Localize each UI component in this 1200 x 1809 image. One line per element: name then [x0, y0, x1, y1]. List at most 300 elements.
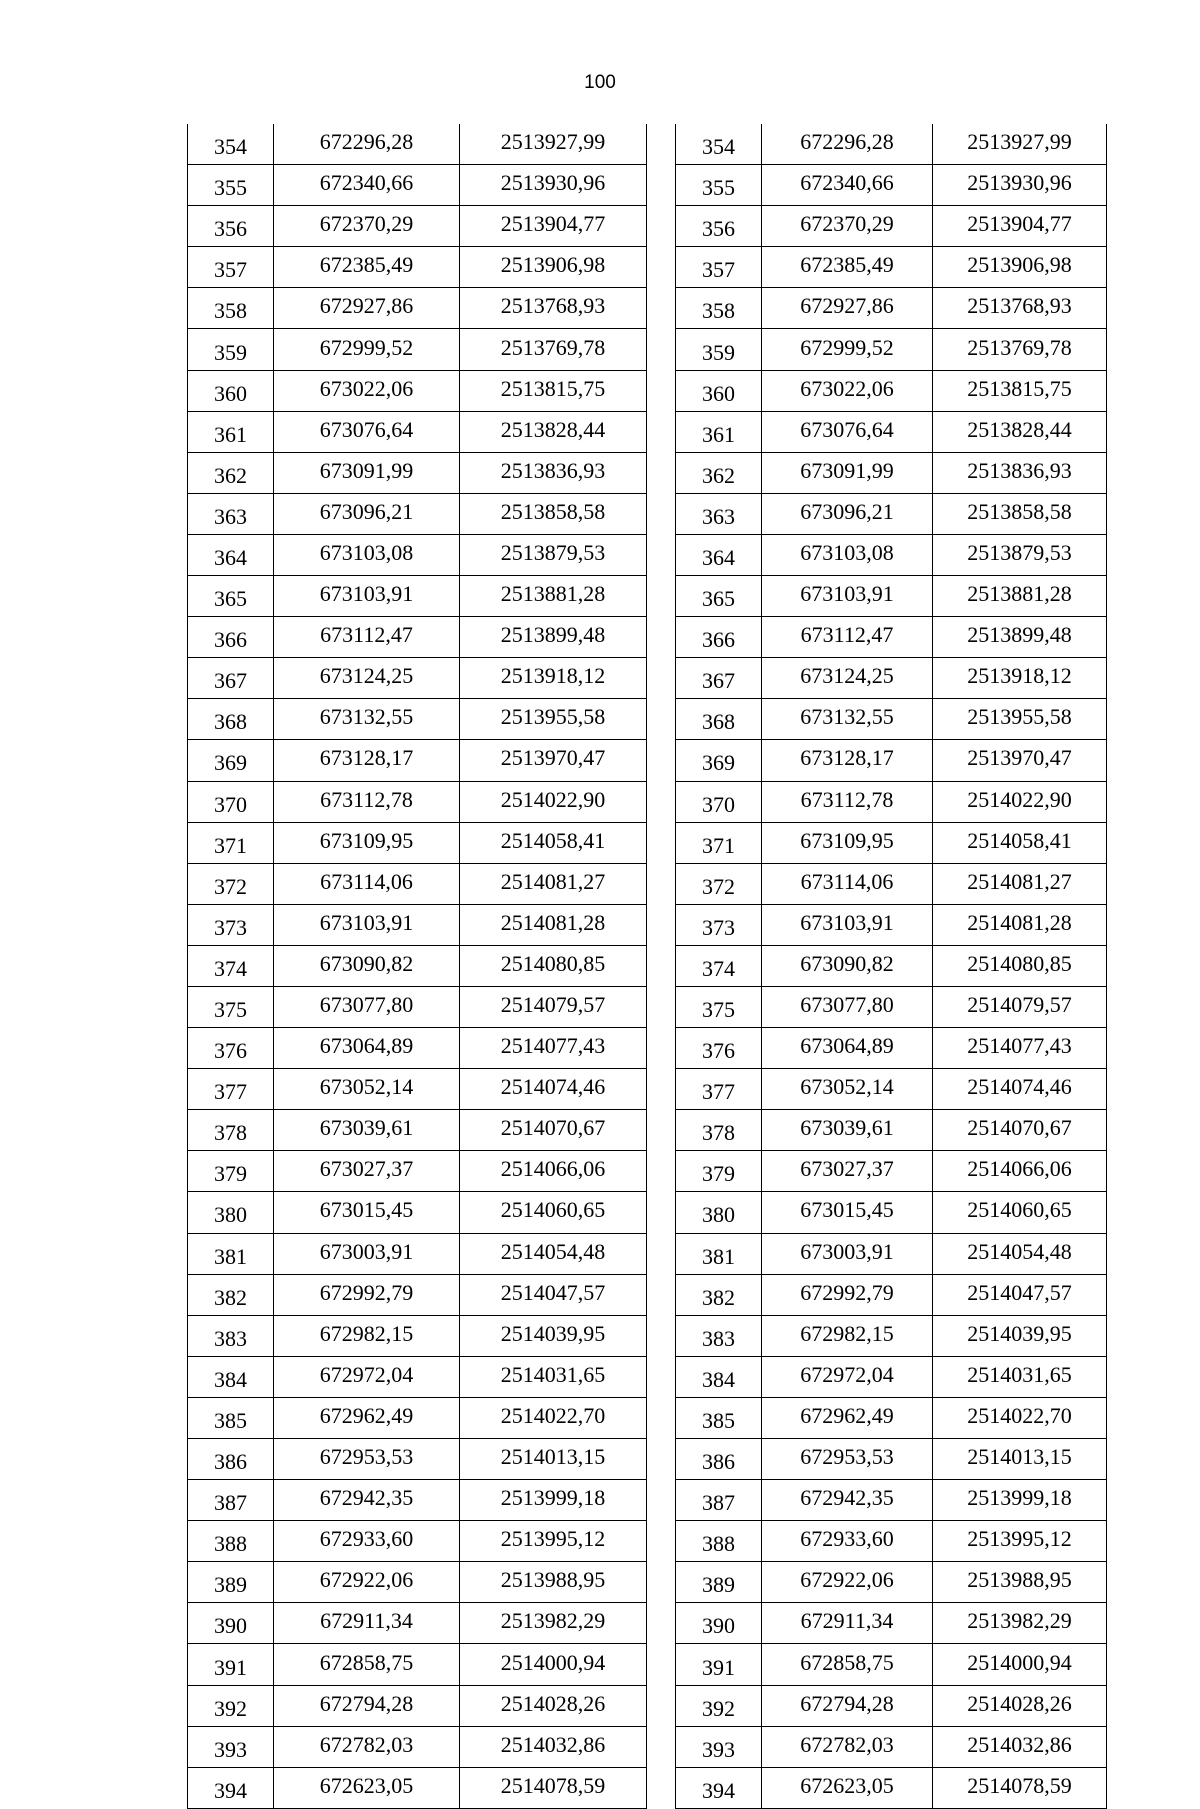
y-coordinate-cell: 2514060,65: [460, 1192, 647, 1233]
y-coordinate-cell: 2513836,93: [933, 452, 1107, 493]
table-row: [188, 411, 647, 452]
y-coordinate-cell: 2513858,58: [460, 493, 647, 534]
x-coordinate-cell: 673132,55: [762, 699, 933, 740]
table-row: [676, 493, 1107, 534]
y-coordinate-cell: 2514077,43: [933, 1028, 1107, 1069]
y-coordinate-cell: 2514070,67: [933, 1110, 1107, 1151]
x-coordinate-cell: 672296,28: [274, 124, 460, 165]
x-coordinate-cell: 672999,52: [274, 329, 460, 370]
x-coordinate-cell: 672370,29: [762, 206, 933, 247]
y-coordinate-cell: 2514000,94: [460, 1644, 647, 1685]
x-coordinate-cell: 672623,05: [274, 1767, 460, 1808]
x-coordinate-cell: 673039,61: [762, 1110, 933, 1151]
x-coordinate-cell: 672296,28: [762, 124, 933, 165]
y-coordinate-cell: 2514032,86: [933, 1726, 1107, 1767]
point-number-cell: 391: [188, 1644, 274, 1685]
table-row: [188, 1151, 647, 1192]
point-number-cell: 368: [676, 699, 762, 740]
coordinates-table-right: [675, 124, 1107, 1809]
table-row: [188, 1069, 647, 1110]
x-coordinate-cell: 673096,21: [762, 493, 933, 534]
y-coordinate-cell: 2513879,53: [460, 534, 647, 575]
table-row: [188, 452, 647, 493]
point-number-cell: 394: [676, 1767, 762, 1808]
point-number-cell: 390: [188, 1603, 274, 1644]
point-number-cell: 380: [188, 1192, 274, 1233]
x-coordinate-cell: 672911,34: [762, 1603, 933, 1644]
table-row: [188, 986, 647, 1027]
table-row: [188, 1397, 647, 1438]
point-number-cell: 367: [676, 658, 762, 699]
point-number-cell: 391: [676, 1644, 762, 1685]
point-number-cell: 377: [188, 1069, 274, 1110]
point-number-cell: 390: [676, 1603, 762, 1644]
y-coordinate-cell: 2513899,48: [933, 617, 1107, 658]
x-coordinate-cell: 673027,37: [762, 1151, 933, 1192]
point-number-cell: 372: [676, 863, 762, 904]
point-number-cell: 374: [676, 945, 762, 986]
x-coordinate-cell: 673109,95: [762, 822, 933, 863]
table-row: [188, 1315, 647, 1356]
y-coordinate-cell: 2513768,93: [460, 288, 647, 329]
table-row: [188, 1480, 647, 1521]
y-coordinate-cell: 2514031,65: [460, 1356, 647, 1397]
y-coordinate-cell: 2513768,93: [933, 288, 1107, 329]
point-number-cell: 379: [676, 1151, 762, 1192]
y-coordinate-cell: 2514079,57: [460, 986, 647, 1027]
x-coordinate-cell: 672962,49: [762, 1397, 933, 1438]
point-number-cell: 387: [676, 1480, 762, 1521]
x-coordinate-cell: 673064,89: [274, 1028, 460, 1069]
y-coordinate-cell: 2514039,95: [933, 1315, 1107, 1356]
x-coordinate-cell: 673103,91: [762, 904, 933, 945]
table-row: [676, 534, 1107, 575]
y-coordinate-cell: 2513858,58: [933, 493, 1107, 534]
point-number-cell: 366: [188, 617, 274, 658]
x-coordinate-cell: 673077,80: [762, 986, 933, 1027]
table-row: [676, 1069, 1107, 1110]
point-number-cell: 356: [676, 206, 762, 247]
x-coordinate-cell: 673112,78: [762, 781, 933, 822]
x-coordinate-cell: 672982,15: [274, 1315, 460, 1356]
point-number-cell: 383: [676, 1315, 762, 1356]
y-coordinate-cell: 2513899,48: [460, 617, 647, 658]
y-coordinate-cell: 2514080,85: [460, 945, 647, 986]
point-number-cell: 392: [188, 1685, 274, 1726]
table-row: [676, 822, 1107, 863]
x-coordinate-cell: 672992,79: [762, 1274, 933, 1315]
y-coordinate-cell: 2514066,06: [460, 1151, 647, 1192]
y-coordinate-cell: 2513955,58: [933, 699, 1107, 740]
table-row: [676, 329, 1107, 370]
point-number-cell: 355: [676, 165, 762, 206]
y-coordinate-cell: 2513918,12: [933, 658, 1107, 699]
y-coordinate-cell: 2514078,59: [933, 1767, 1107, 1808]
table-row: [188, 740, 647, 781]
y-coordinate-cell: 2514066,06: [933, 1151, 1107, 1192]
point-number-cell: 389: [188, 1562, 274, 1603]
y-coordinate-cell: 2514081,28: [933, 904, 1107, 945]
x-coordinate-cell: 673090,82: [762, 945, 933, 986]
y-coordinate-cell: 2513930,96: [933, 165, 1107, 206]
point-number-cell: 360: [676, 370, 762, 411]
x-coordinate-cell: 673103,91: [274, 576, 460, 617]
coordinates-table-left-body: [188, 124, 647, 1808]
table-row: [188, 1644, 647, 1685]
x-coordinate-cell: 673077,80: [274, 986, 460, 1027]
table-row: [188, 493, 647, 534]
point-number-cell: 369: [188, 740, 274, 781]
table-row: [676, 699, 1107, 740]
y-coordinate-cell: 2513815,75: [933, 370, 1107, 411]
point-number-cell: 375: [676, 986, 762, 1027]
point-number-cell: 365: [188, 576, 274, 617]
x-coordinate-cell: 673003,91: [274, 1233, 460, 1274]
y-coordinate-cell: 2514058,41: [460, 822, 647, 863]
y-coordinate-cell: 2513988,95: [460, 1562, 647, 1603]
y-coordinate-cell: 2514047,57: [460, 1274, 647, 1315]
point-number-cell: 365: [676, 576, 762, 617]
point-number-cell: 372: [188, 863, 274, 904]
x-coordinate-cell: 672782,03: [274, 1726, 460, 1767]
y-coordinate-cell: 2513904,77: [460, 206, 647, 247]
table-row: [188, 1521, 647, 1562]
x-coordinate-cell: 672370,29: [274, 206, 460, 247]
table-row: [676, 1274, 1107, 1315]
table-row: [188, 534, 647, 575]
coordinates-table-left: [187, 124, 647, 1809]
point-number-cell: 356: [188, 206, 274, 247]
point-number-cell: 384: [676, 1356, 762, 1397]
y-coordinate-cell: 2514081,28: [460, 904, 647, 945]
table-row: [188, 370, 647, 411]
point-number-cell: 366: [676, 617, 762, 658]
point-number-cell: 394: [188, 1767, 274, 1808]
table-row: [188, 124, 647, 165]
table-row: [676, 288, 1107, 329]
y-coordinate-cell: 2513982,29: [933, 1603, 1107, 1644]
table-row: [676, 1685, 1107, 1726]
table-row: [676, 124, 1107, 165]
y-coordinate-cell: 2513836,93: [460, 452, 647, 493]
x-coordinate-cell: 673064,89: [762, 1028, 933, 1069]
x-coordinate-cell: 672858,75: [762, 1644, 933, 1685]
point-number-cell: 362: [188, 452, 274, 493]
y-coordinate-cell: 2514013,15: [460, 1439, 647, 1480]
x-coordinate-cell: 672927,86: [274, 288, 460, 329]
table-row: [676, 1315, 1107, 1356]
table-row: [188, 206, 647, 247]
x-coordinate-cell: 673052,14: [762, 1069, 933, 1110]
x-coordinate-cell: 672999,52: [762, 329, 933, 370]
point-number-cell: 364: [676, 534, 762, 575]
table-row: [188, 1603, 647, 1644]
y-coordinate-cell: 2514070,67: [460, 1110, 647, 1151]
point-number-cell: 363: [188, 493, 274, 534]
table-row: [676, 165, 1107, 206]
x-coordinate-cell: 672972,04: [762, 1356, 933, 1397]
table-row: [188, 658, 647, 699]
point-number-cell: 357: [188, 247, 274, 288]
x-coordinate-cell: 672911,34: [274, 1603, 460, 1644]
y-coordinate-cell: 2513881,28: [460, 576, 647, 617]
x-coordinate-cell: 673091,99: [762, 452, 933, 493]
y-coordinate-cell: 2513828,44: [933, 411, 1107, 452]
point-number-cell: 387: [188, 1480, 274, 1521]
table-row: [676, 945, 1107, 986]
point-number-cell: 357: [676, 247, 762, 288]
point-number-cell: 384: [188, 1356, 274, 1397]
y-coordinate-cell: 2514054,48: [933, 1233, 1107, 1274]
table-row: [188, 1562, 647, 1603]
y-coordinate-cell: 2514081,27: [933, 863, 1107, 904]
point-number-cell: 392: [676, 1685, 762, 1726]
point-number-cell: 369: [676, 740, 762, 781]
table-row: [676, 1562, 1107, 1603]
point-number-cell: 386: [188, 1439, 274, 1480]
point-number-cell: 385: [188, 1397, 274, 1438]
point-number-cell: 375: [188, 986, 274, 1027]
x-coordinate-cell: 672942,35: [762, 1480, 933, 1521]
y-coordinate-cell: 2513815,75: [460, 370, 647, 411]
table-row: [188, 1110, 647, 1151]
table-row: [676, 206, 1107, 247]
table-row: [676, 1110, 1107, 1151]
table-row: [188, 1685, 647, 1726]
y-coordinate-cell: 2514022,70: [933, 1397, 1107, 1438]
point-number-cell: 360: [188, 370, 274, 411]
point-number-cell: 376: [676, 1028, 762, 1069]
x-coordinate-cell: 673124,25: [274, 658, 460, 699]
point-number-cell: 358: [188, 288, 274, 329]
x-coordinate-cell: 672933,60: [274, 1521, 460, 1562]
point-number-cell: 370: [188, 781, 274, 822]
y-coordinate-cell: 2514078,59: [460, 1767, 647, 1808]
point-number-cell: 385: [676, 1397, 762, 1438]
y-coordinate-cell: 2513930,96: [460, 165, 647, 206]
y-coordinate-cell: 2514058,41: [933, 822, 1107, 863]
table-row: [188, 781, 647, 822]
table-row: [188, 1233, 647, 1274]
table-row: [676, 986, 1107, 1027]
x-coordinate-cell: 673112,47: [274, 617, 460, 658]
table-row: [676, 1521, 1107, 1562]
y-coordinate-cell: 2514028,26: [933, 1685, 1107, 1726]
table-row: [676, 1192, 1107, 1233]
x-coordinate-cell: 673103,08: [274, 534, 460, 575]
point-number-cell: 393: [188, 1726, 274, 1767]
point-number-cell: 355: [188, 165, 274, 206]
y-coordinate-cell: 2513906,98: [460, 247, 647, 288]
x-coordinate-cell: 673103,91: [274, 904, 460, 945]
x-coordinate-cell: 672927,86: [762, 288, 933, 329]
point-number-cell: 362: [676, 452, 762, 493]
x-coordinate-cell: 672953,53: [762, 1439, 933, 1480]
y-coordinate-cell: 2514054,48: [460, 1233, 647, 1274]
x-coordinate-cell: 672340,66: [274, 165, 460, 206]
y-coordinate-cell: 2513769,78: [460, 329, 647, 370]
table-row: [676, 576, 1107, 617]
y-coordinate-cell: 2514060,65: [933, 1192, 1107, 1233]
x-coordinate-cell: 672385,49: [762, 247, 933, 288]
x-coordinate-cell: 673015,45: [762, 1192, 933, 1233]
x-coordinate-cell: 672962,49: [274, 1397, 460, 1438]
table-row: [188, 1767, 647, 1808]
table-row: [188, 576, 647, 617]
point-number-cell: 380: [676, 1192, 762, 1233]
y-coordinate-cell: 2514028,26: [460, 1685, 647, 1726]
x-coordinate-cell: 673015,45: [274, 1192, 460, 1233]
point-number-cell: 393: [676, 1726, 762, 1767]
x-coordinate-cell: 673096,21: [274, 493, 460, 534]
point-number-cell: 364: [188, 534, 274, 575]
table-row: [676, 1397, 1107, 1438]
y-coordinate-cell: 2514022,90: [933, 781, 1107, 822]
point-number-cell: 361: [676, 411, 762, 452]
point-number-cell: 371: [676, 822, 762, 863]
table-row: [676, 658, 1107, 699]
point-number-cell: 359: [188, 329, 274, 370]
table-row: [676, 740, 1107, 781]
point-number-cell: 382: [188, 1274, 274, 1315]
y-coordinate-cell: 2514031,65: [933, 1356, 1107, 1397]
x-coordinate-cell: 673003,91: [762, 1233, 933, 1274]
y-coordinate-cell: 2513879,53: [933, 534, 1107, 575]
x-coordinate-cell: 673103,08: [762, 534, 933, 575]
table-row: [676, 1151, 1107, 1192]
y-coordinate-cell: 2513982,29: [460, 1603, 647, 1644]
y-coordinate-cell: 2514022,90: [460, 781, 647, 822]
x-coordinate-cell: 672992,79: [274, 1274, 460, 1315]
page-number: 100: [584, 72, 616, 93]
point-number-cell: 373: [676, 904, 762, 945]
y-coordinate-cell: 2513988,95: [933, 1562, 1107, 1603]
y-coordinate-cell: 2513927,99: [460, 124, 647, 165]
table-row: [188, 863, 647, 904]
table-row: [676, 1726, 1107, 1767]
table-row: [676, 452, 1107, 493]
x-coordinate-cell: 673076,64: [762, 411, 933, 452]
x-coordinate-cell: 672782,03: [762, 1726, 933, 1767]
y-coordinate-cell: 2513828,44: [460, 411, 647, 452]
y-coordinate-cell: 2514032,86: [460, 1726, 647, 1767]
table-row: [188, 1274, 647, 1315]
point-number-cell: 376: [188, 1028, 274, 1069]
point-number-cell: 367: [188, 658, 274, 699]
point-number-cell: 374: [188, 945, 274, 986]
table-row: [188, 699, 647, 740]
x-coordinate-cell: 673124,25: [762, 658, 933, 699]
y-coordinate-cell: 2514081,27: [460, 863, 647, 904]
table-row: [188, 945, 647, 986]
y-coordinate-cell: 2514074,46: [460, 1069, 647, 1110]
point-number-cell: 361: [188, 411, 274, 452]
table-row: [676, 1767, 1107, 1808]
point-number-cell: 378: [676, 1110, 762, 1151]
y-coordinate-cell: 2514077,43: [460, 1028, 647, 1069]
x-coordinate-cell: 672623,05: [762, 1767, 933, 1808]
x-coordinate-cell: 672340,66: [762, 165, 933, 206]
y-coordinate-cell: 2514013,15: [933, 1439, 1107, 1480]
point-number-cell: 383: [188, 1315, 274, 1356]
y-coordinate-cell: 2513927,99: [933, 124, 1107, 165]
point-number-cell: 377: [676, 1069, 762, 1110]
table-row: [676, 1644, 1107, 1685]
x-coordinate-cell: 673114,06: [274, 863, 460, 904]
x-coordinate-cell: 672385,49: [274, 247, 460, 288]
y-coordinate-cell: 2514074,46: [933, 1069, 1107, 1110]
x-coordinate-cell: 672794,28: [762, 1685, 933, 1726]
table-row: [676, 411, 1107, 452]
x-coordinate-cell: 673109,95: [274, 822, 460, 863]
table-row: [676, 1439, 1107, 1480]
point-number-cell: 363: [676, 493, 762, 534]
table-row: [188, 329, 647, 370]
table-row: [188, 247, 647, 288]
y-coordinate-cell: 2513904,77: [933, 206, 1107, 247]
x-coordinate-cell: 673090,82: [274, 945, 460, 986]
point-number-cell: 354: [676, 124, 762, 165]
x-coordinate-cell: 673112,78: [274, 781, 460, 822]
y-coordinate-cell: 2513918,12: [460, 658, 647, 699]
table-row: [188, 822, 647, 863]
table-row: [188, 288, 647, 329]
y-coordinate-cell: 2514000,94: [933, 1644, 1107, 1685]
coordinates-table-right-body: [676, 124, 1107, 1808]
table-row: [188, 1192, 647, 1233]
x-coordinate-cell: 673022,06: [762, 370, 933, 411]
y-coordinate-cell: 2513906,98: [933, 247, 1107, 288]
table-row: [676, 1356, 1107, 1397]
x-coordinate-cell: 672933,60: [762, 1521, 933, 1562]
x-coordinate-cell: 673022,06: [274, 370, 460, 411]
x-coordinate-cell: 673114,06: [762, 863, 933, 904]
x-coordinate-cell: 673103,91: [762, 576, 933, 617]
y-coordinate-cell: 2514080,85: [933, 945, 1107, 986]
point-number-cell: 371: [188, 822, 274, 863]
point-number-cell: 381: [188, 1233, 274, 1274]
point-number-cell: 358: [676, 288, 762, 329]
x-coordinate-cell: 673112,47: [762, 617, 933, 658]
point-number-cell: 378: [188, 1110, 274, 1151]
y-coordinate-cell: 2514047,57: [933, 1274, 1107, 1315]
table-row: [188, 1356, 647, 1397]
table-row: [188, 1726, 647, 1767]
y-coordinate-cell: 2514079,57: [933, 986, 1107, 1027]
y-coordinate-cell: 2514039,95: [460, 1315, 647, 1356]
point-number-cell: 354: [188, 124, 274, 165]
table-row: [676, 1480, 1107, 1521]
table-row: [188, 165, 647, 206]
y-coordinate-cell: 2513995,12: [933, 1521, 1107, 1562]
x-coordinate-cell: 672794,28: [274, 1685, 460, 1726]
x-coordinate-cell: 673052,14: [274, 1069, 460, 1110]
table-row: [676, 781, 1107, 822]
x-coordinate-cell: 673027,37: [274, 1151, 460, 1192]
table-row: [676, 370, 1107, 411]
y-coordinate-cell: 2513970,47: [933, 740, 1107, 781]
x-coordinate-cell: 673076,64: [274, 411, 460, 452]
table-row: [188, 904, 647, 945]
y-coordinate-cell: 2513881,28: [933, 576, 1107, 617]
x-coordinate-cell: 673039,61: [274, 1110, 460, 1151]
x-coordinate-cell: 673132,55: [274, 699, 460, 740]
y-coordinate-cell: 2513999,18: [933, 1480, 1107, 1521]
table-row: [188, 1028, 647, 1069]
y-coordinate-cell: 2513769,78: [933, 329, 1107, 370]
y-coordinate-cell: 2514022,70: [460, 1397, 647, 1438]
x-coordinate-cell: 672858,75: [274, 1644, 460, 1685]
